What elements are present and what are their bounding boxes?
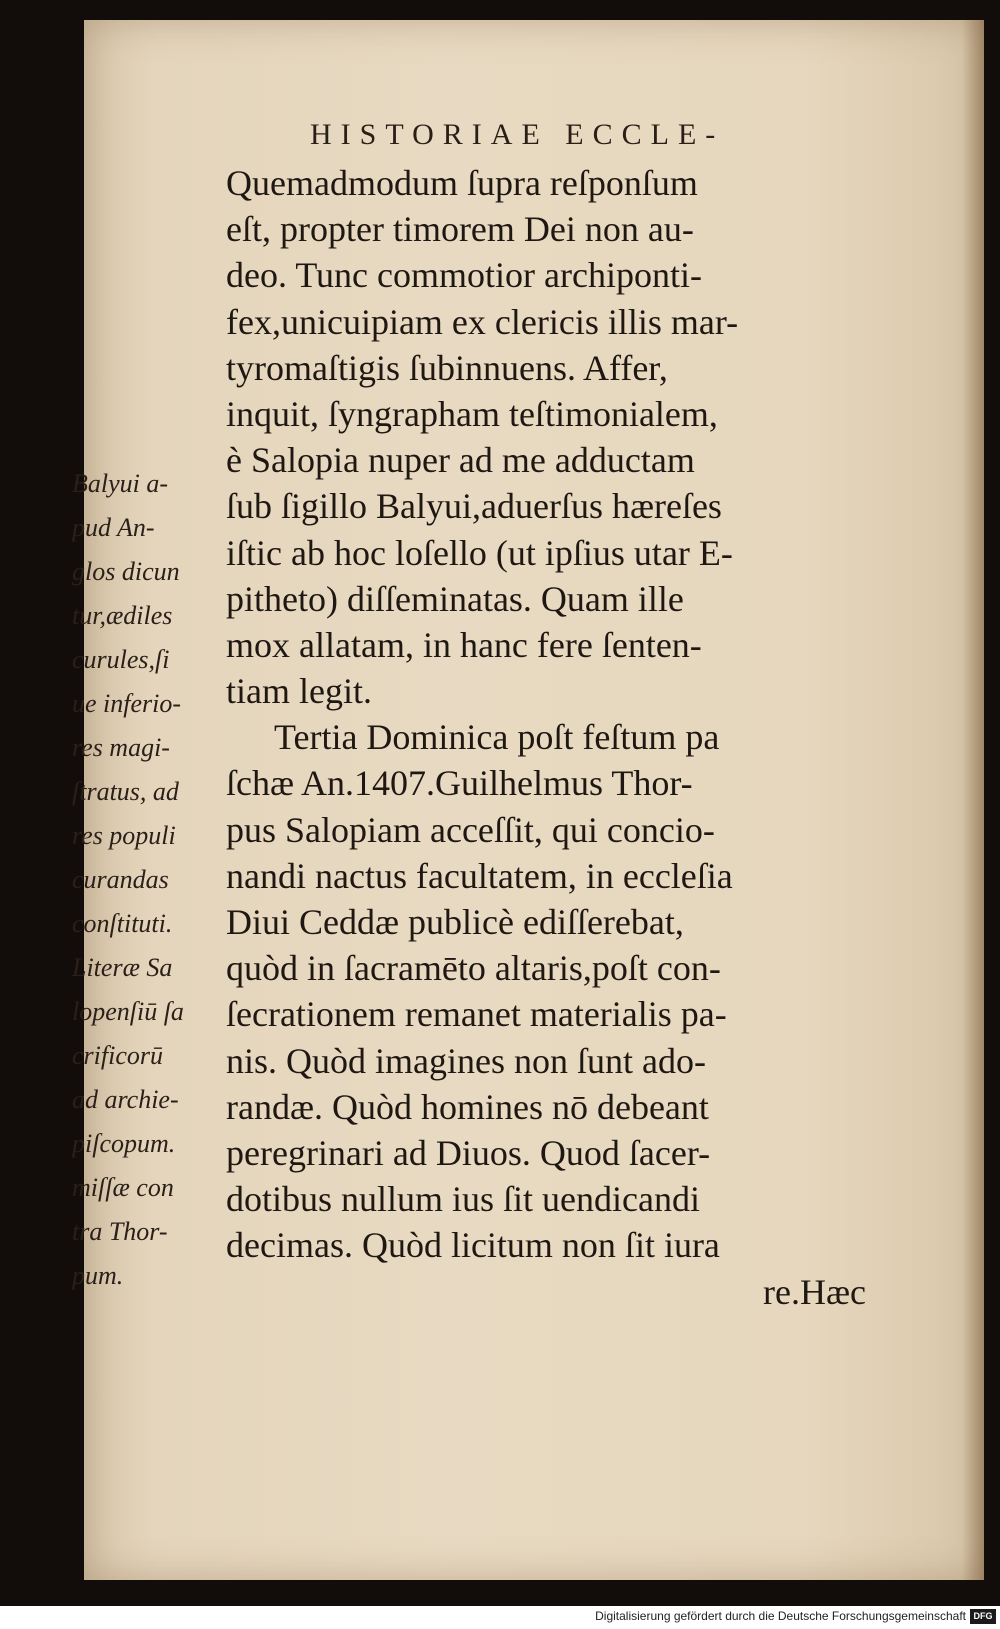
- page-edge-shadow: [962, 20, 984, 1580]
- text-line: tiam legit.: [226, 671, 372, 712]
- marginal-note-line: glos dicun: [72, 557, 180, 586]
- text-line: Quemadmodum ſupra reſponſum: [226, 163, 698, 203]
- marginal-note-line: curules,ſi: [72, 645, 170, 674]
- marginal-note-line: res magi-: [72, 733, 170, 762]
- text-line: iſtic ab hoc loſello (ut ipſius utar E-: [226, 532, 733, 573]
- marginal-note: [72, 462, 212, 1298]
- marginal-note-line: conſtituti.: [72, 909, 173, 938]
- marginal-note-line: pum.: [72, 1261, 124, 1290]
- text-line: ſub ſigillo Balyui,aduerſus hæreſes: [226, 486, 722, 527]
- marginal-note-line: pud An-: [72, 513, 155, 542]
- text-line: eſt, propter timorem Dei non au-: [226, 209, 694, 250]
- main-text-block: [226, 160, 886, 1315]
- marginal-note-line: tur,ædiles: [72, 601, 173, 630]
- dfg-logo-icon: DFG: [970, 1609, 996, 1624]
- text-line: tyromaſtigis ſubinnuens. Affer,: [226, 347, 668, 388]
- marginal-note-line: Literæ Sa: [72, 953, 173, 982]
- text-line: Diui Ceddæ publicè ediſſerebat,: [226, 902, 684, 942]
- text-line: pitheto) diſſeminatas. Quam ille: [226, 578, 684, 619]
- text-line: mox allatam, in hanc fere ſenten-: [226, 624, 702, 665]
- text-line: quòd in ſacramēto altaris,poſt con-: [226, 948, 721, 989]
- text-line: Tertia Dominica poſt feſtum pa: [274, 717, 720, 758]
- marginal-note-line: miſſæ con: [72, 1173, 174, 1202]
- catchword-line: re.Hæc: [763, 1271, 866, 1312]
- marginal-note-line: ue inferio-: [72, 689, 182, 718]
- text-line: pus Salopiam acceſſit, qui concio-: [226, 809, 715, 850]
- marginal-note-line: Balyui a-: [72, 469, 169, 498]
- marginal-note-line: ſtratus, ad: [72, 777, 179, 806]
- marginal-note-line: curandas: [72, 865, 169, 894]
- text-line: decimas. Quòd licitum non ſit iura: [226, 1225, 720, 1266]
- text-line: nis. Quòd imagines non ſunt ado-: [226, 1040, 706, 1081]
- text-line: nandi nactus facultatem, in eccleſia: [226, 855, 733, 896]
- marginal-note-line: ad archie-: [72, 1085, 179, 1114]
- marginal-note-line: crificorū: [72, 1041, 163, 1070]
- text-line: ſecrationem remanet materialis pa-: [226, 994, 727, 1035]
- text-line: randæ. Quòd homines nō debeant: [226, 1086, 709, 1127]
- text-line: peregrinari ad Diuos. Quod ſacer-: [226, 1132, 711, 1173]
- text-line: inquit, ſyngrapham teſtimonialem,: [226, 393, 718, 434]
- running-head: HISTORIAE ECCLE-: [310, 118, 725, 151]
- footer-bar: [0, 1606, 1000, 1629]
- text-line: ſchæ An.1407.Guilhelmus Thor-: [226, 763, 693, 804]
- marginal-note-line: res populi: [72, 821, 176, 850]
- marginal-note-line: tra Thor-: [72, 1217, 168, 1246]
- text-line: dotibus nullum ius ſit uendicandi: [226, 1179, 700, 1220]
- footer-credit: Digitalisierung gefördert durch die Deutsche Forschungsgemeinschaft: [595, 1609, 966, 1623]
- marginal-note-line: piſcopum.: [72, 1129, 176, 1158]
- marginal-note-line: lopenſiū ſa: [72, 997, 184, 1026]
- text-line: è Salopia nuper ad me adductam: [226, 440, 695, 481]
- text-line: fex,unicuipiam ex clericis illis mar-: [226, 301, 739, 342]
- text-line: deo. Tunc commotior archiponti-: [226, 255, 702, 296]
